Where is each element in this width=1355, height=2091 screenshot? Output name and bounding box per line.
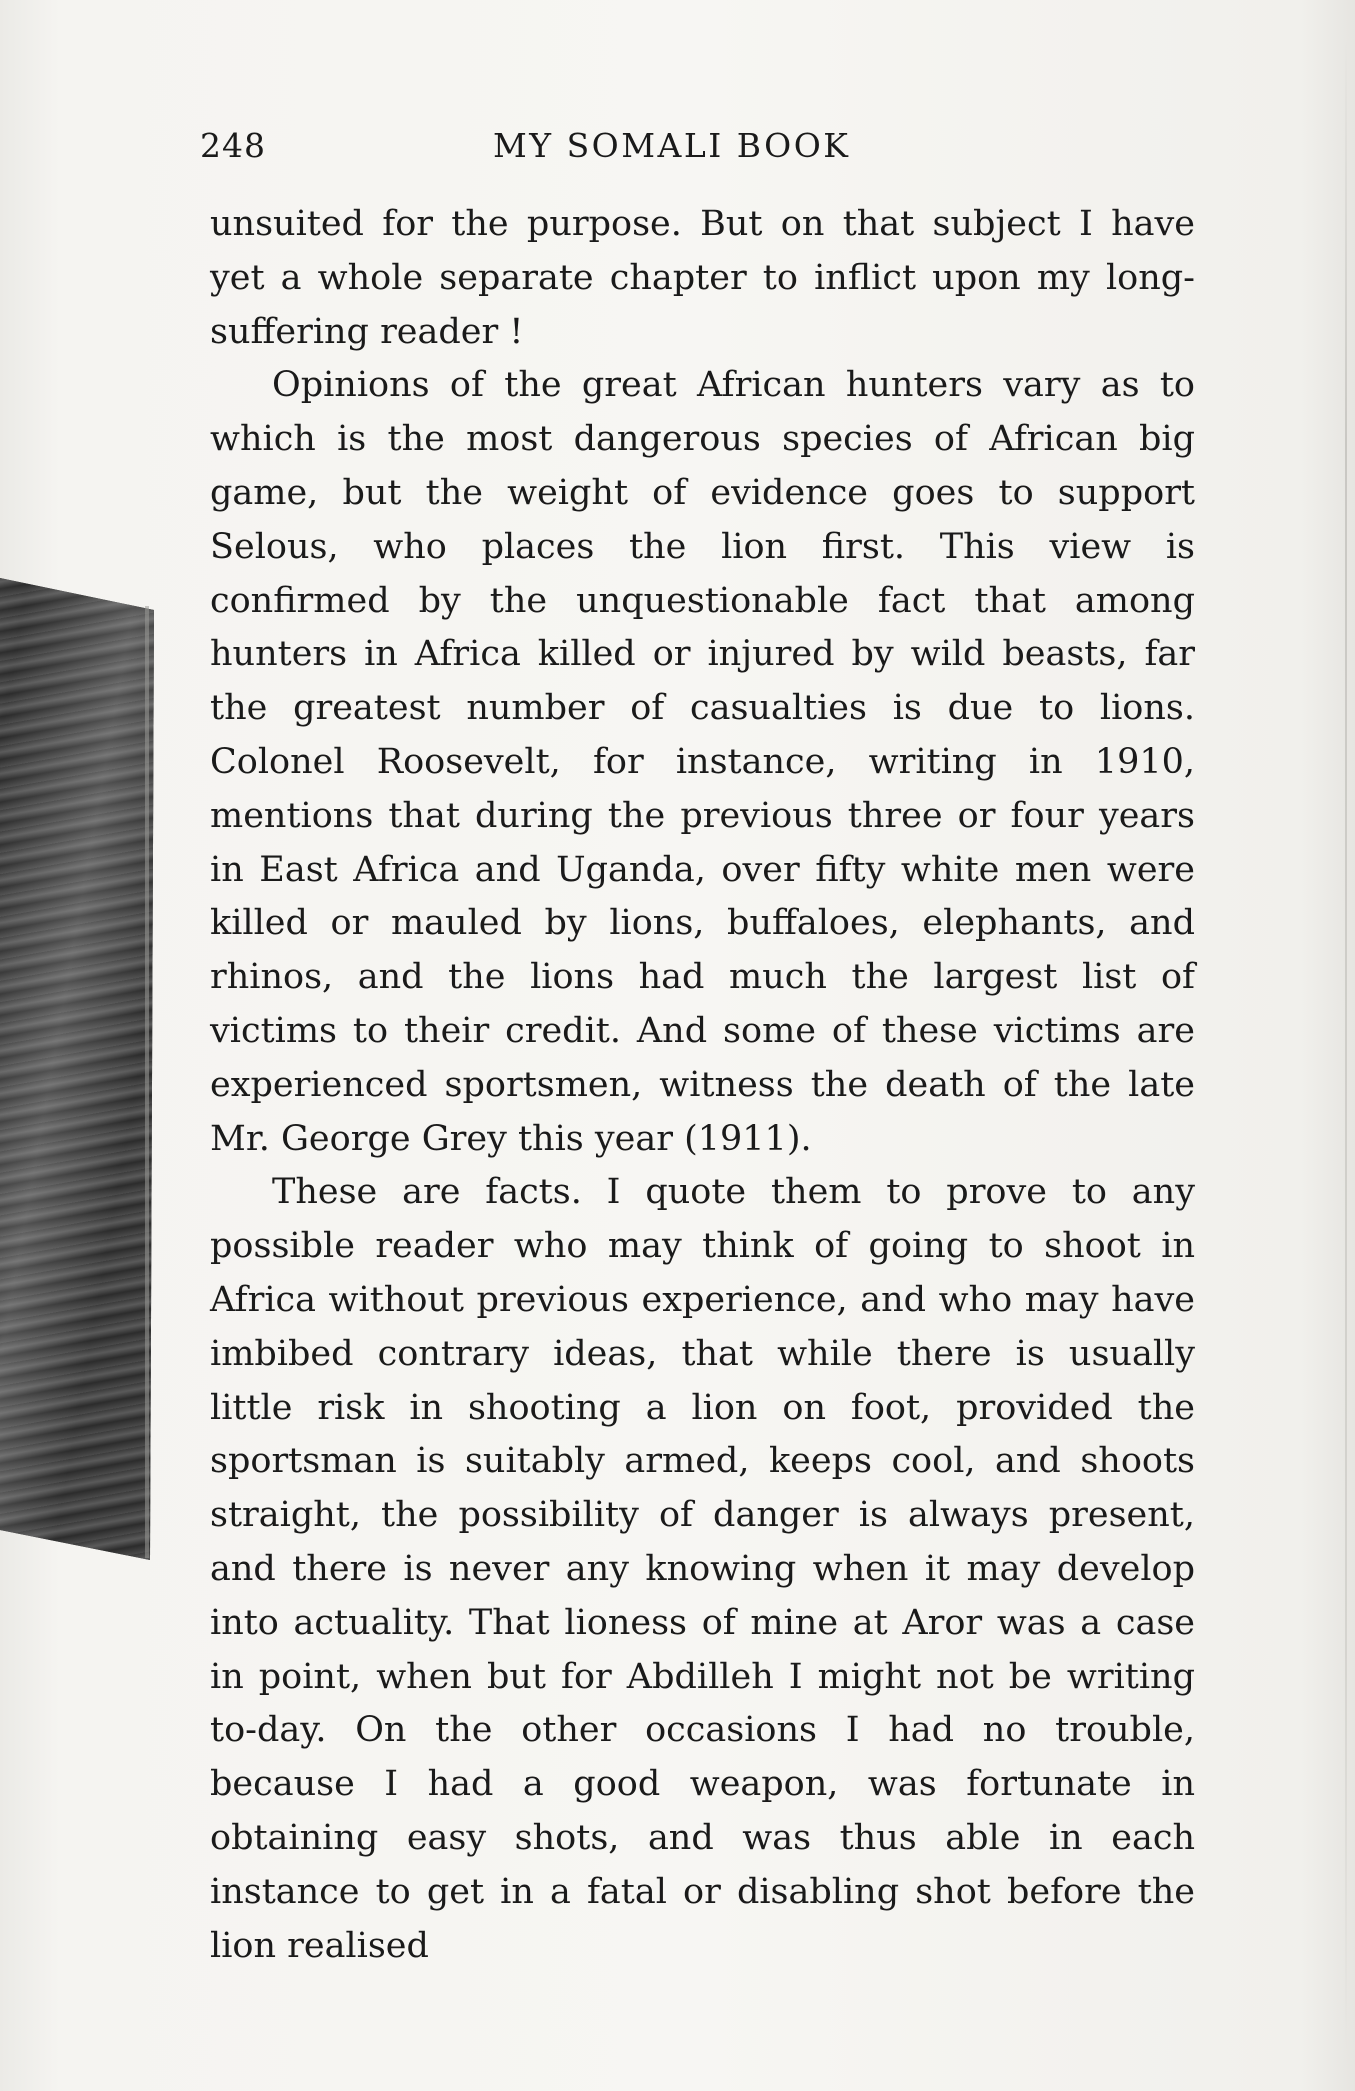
- paragraph-continued: unsuited for the purpose. But on that subject I have yet a whole separate chapter to inflict upon my long-suffering reader !: [210, 204, 1195, 352]
- paragraph-facts: These are facts. I quote them to prove to any possible reader who may think of going to shoot in Africa without previous experience, and who may have imbibed contrary ideas, that while there is usually little risk in shooting a lion on foot, provided the sportsman is suitably armed, keeps cool, and shoots straight, the possibility of danger is always present, and there is never any knowing when it may develop into actuality. That lioness of mine at Aror was a case in point, when but for Abdilleh I might not be writing to-day. On the other occasions I had no trouble, because I had a good weapon, was fortunate in obtaining easy shots, and was thus able in each instance to get in a fatal or disabling shot before the lion realised: [210, 1172, 1195, 1966]
- body-text: [210, 198, 1195, 1973]
- paragraph-opinions: Opinions of the great African hunters vary as to which is the most dangerous species of African big game, but the weight of evidence goes to support Selous, who places the lion first. This view is confirmed by the unquestionable fact that among hunters in Africa killed or injured by wild beasts, far the greatest number of casualties is due to lions. Colonel Roosevelt, for instance, writing in 1910, mentions that during the previous three or four years in East Africa and Uganda, over fifty white men were killed or mauled by lions, buffaloes, elephants, and rhinos, and the lions had much the largest list of victims to their credit. And some of these victims are experienced sportsmen, witness the death of the late Mr. George Grey this year (1911).: [210, 365, 1195, 1159]
- running-title: MY SOMALI BOOK: [493, 126, 851, 165]
- page-edge: [1345, 40, 1347, 2051]
- bookmark-edge: [145, 606, 149, 1558]
- page-number: 248: [200, 126, 266, 165]
- page-header: [200, 126, 1200, 172]
- bookmark-strip: [0, 0, 160, 1570]
